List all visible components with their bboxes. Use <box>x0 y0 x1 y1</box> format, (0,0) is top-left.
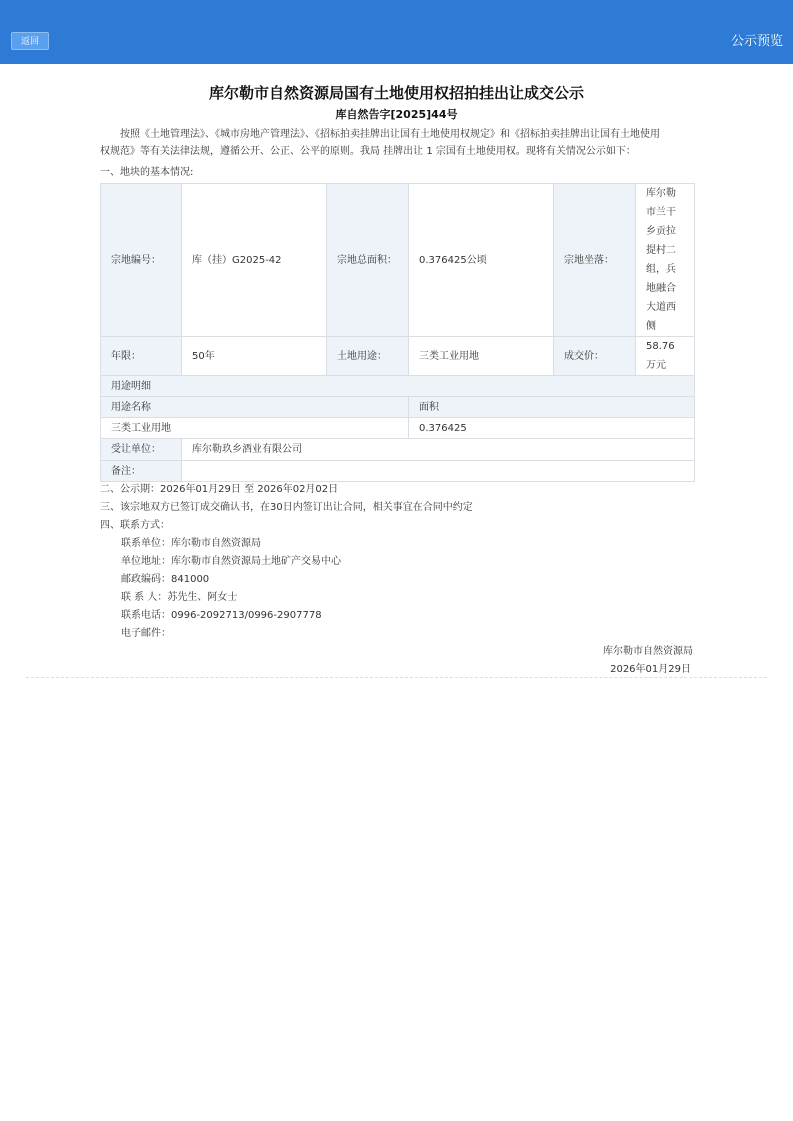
price-value: 58.76万元 <box>636 337 695 376</box>
use-area-header: 面积 <box>409 397 695 418</box>
table-row <box>101 376 695 397</box>
term-label: 年限： <box>101 337 182 376</box>
term-value: 50年 <box>182 337 327 376</box>
location-label: 宗地坐落： <box>554 184 636 337</box>
section-4-heading: 四、联系方式： <box>100 520 170 531</box>
contact-unit: 联系单位：库尔勒市自然资源局 <box>121 538 261 549</box>
back-button[interactable]: 返回 <box>11 32 49 50</box>
table-row <box>101 337 695 376</box>
page-title: 公示预览 <box>730 34 783 49</box>
remark-value <box>182 461 695 482</box>
document-title: 库尔勒市自然资源局国有土地使用权招拍挂出让成交公示 <box>208 84 584 102</box>
use-area-value: 0.376425 <box>409 418 695 439</box>
section-1-heading: 一、地块的基本情况: <box>100 167 194 178</box>
contact-person: 联 系 人：苏先生、阿女士 <box>121 592 238 603</box>
table-row <box>101 184 695 337</box>
use-name-header: 用途名称 <box>101 397 409 418</box>
parcel-no-value: 库（挂）G2025-42 <box>182 184 327 337</box>
area-label: 宗地总面积： <box>327 184 409 337</box>
bottom-divider <box>26 677 767 678</box>
use-value: 三类工业用地 <box>409 337 554 376</box>
price-label: 成交价： <box>554 337 636 376</box>
parcel-no-label: 宗地编号： <box>101 184 182 337</box>
grantee-label: 受让单位： <box>101 439 182 461</box>
area-value: 0.376425公顷 <box>409 184 554 337</box>
contact-email: 电子邮件： <box>121 628 171 639</box>
location-value: 库尔勒市兰干乡贡拉提村二组，兵地融合大道西侧 <box>636 184 695 337</box>
use-label: 土地用途： <box>327 337 409 376</box>
contact-address: 单位地址：库尔勒市自然资源局土地矿产交易中心 <box>121 556 341 567</box>
top-bar <box>0 0 793 64</box>
use-detail-label: 用途明细 <box>101 376 695 397</box>
land-info-table <box>100 183 695 482</box>
section-3-contract: 三、该宗地双方已签订成交确认书，在30日内签订出让合同，相关事宜在合同中约定 <box>100 502 473 513</box>
table-row <box>101 439 695 461</box>
signature-org: 库尔勒市自然资源局 <box>603 646 693 657</box>
intro-paragraph: 按照《土地管理法》、《城市房地产管理法》、《招标拍卖挂牌出让国有土地使用权规定》和《招标拍卖挂牌出让国有土地使用权规范》等有关法律法规，遵循公开、公正、公平的原则。我局 挂牌出让 1 宗国有土地使用权。现将有关情况公示如下： <box>100 129 660 157</box>
contact-postcode: 邮政编码：841000 <box>121 574 210 585</box>
remark-label: 备注： <box>101 461 182 482</box>
use-name-value: 三类工业用地 <box>101 418 409 439</box>
table-row <box>101 418 695 439</box>
table-row <box>101 461 695 482</box>
grantee-value: 库尔勒玖乡酒业有限公司 <box>182 439 695 461</box>
signature-date: 2026年01月29日 <box>610 664 691 675</box>
table-row <box>101 397 695 418</box>
document-number: 库自然告字[2025]44号 <box>335 108 458 121</box>
contact-phone: 联系电话：0996-2092713/0996-2907778 <box>121 610 322 621</box>
section-2-publicity-period: 二、公示期：2026年01月29日 至 2026年02月02日 <box>100 484 339 495</box>
